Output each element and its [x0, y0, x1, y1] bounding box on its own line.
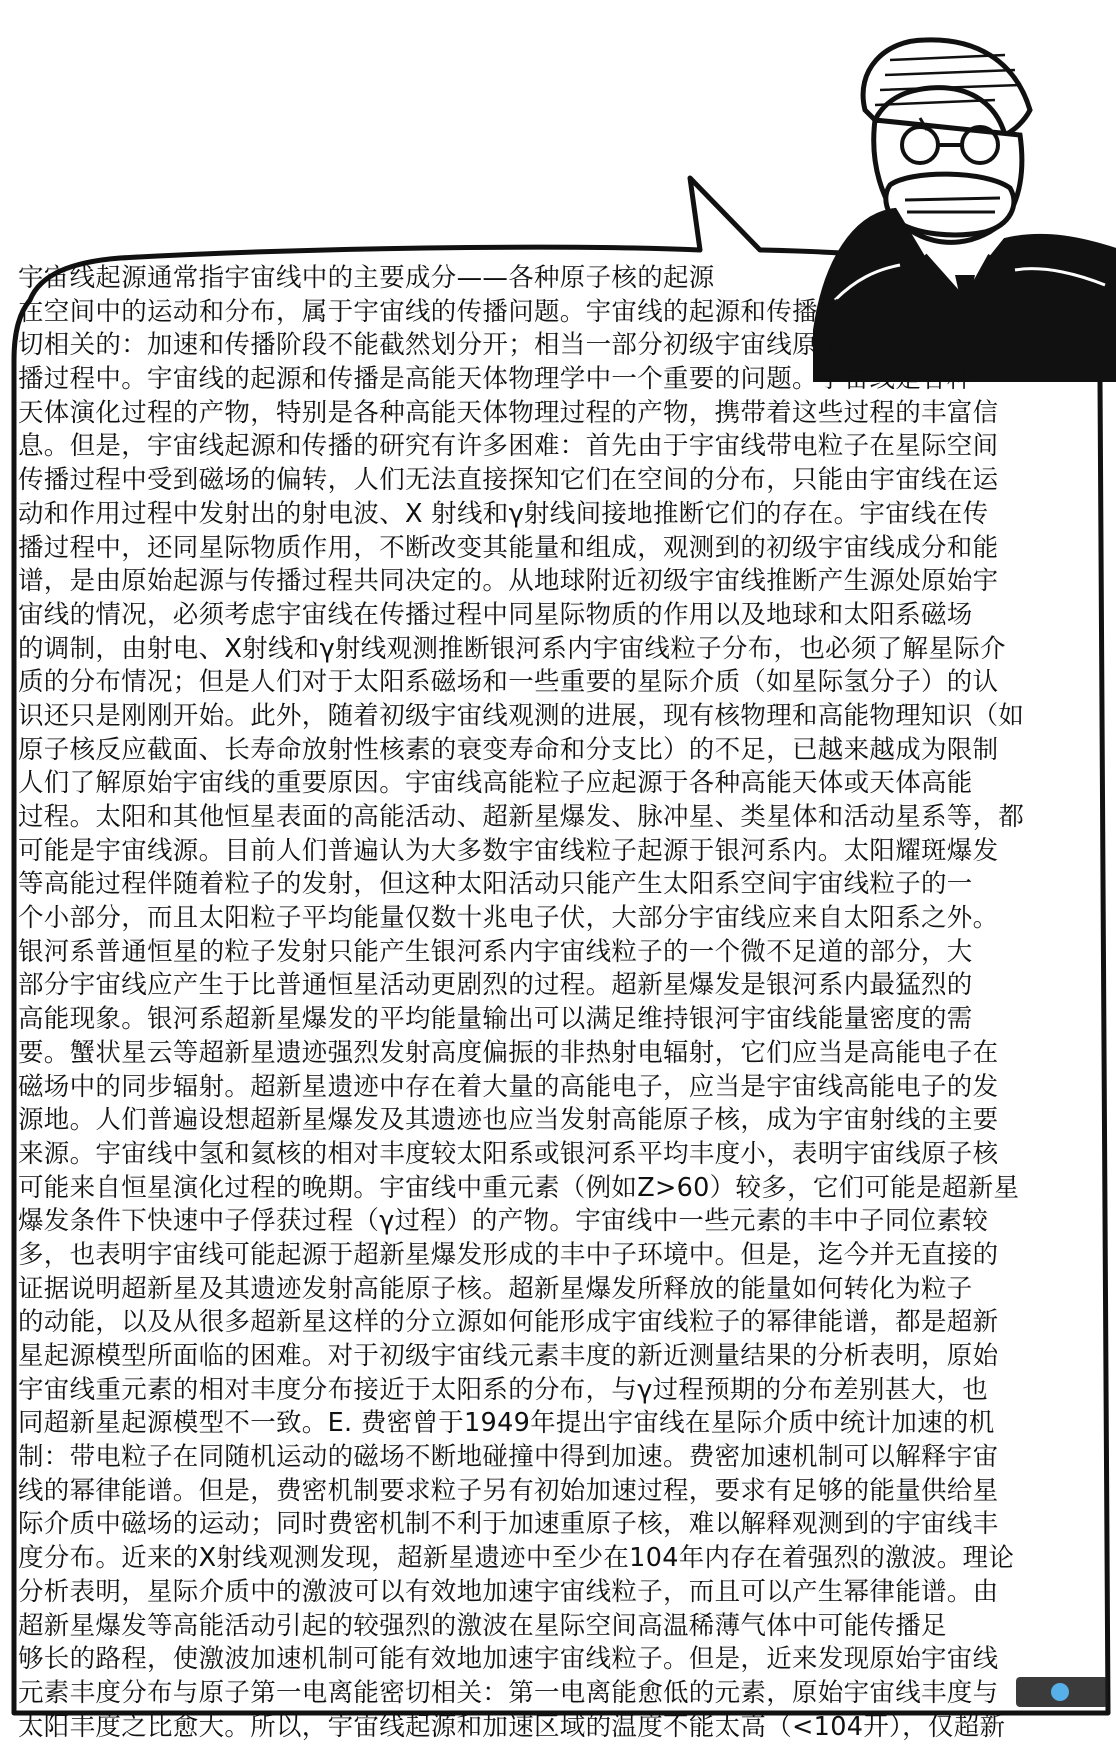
text-line: 传播过程中受到磁场的偏转，人们无法直接探知它们在空间的分布，只能由宇宙线在运 — [18, 465, 999, 496]
text-line: 源地。人们普遍设想超新星爆发及其遗迹也应当发射高能原子核，成为宇宙射线的主要 — [18, 1105, 999, 1136]
text-line: 人们了解原始宇宙线的重要原因。宇宙线高能粒子应起源于各种高能天体或天体高能 — [18, 768, 973, 799]
text-line: 证据说明超新星及其遗迹发射高能原子核。超新星爆发所释放的能量如何转化为粒子 — [18, 1273, 973, 1304]
watermark-badge — [1016, 1677, 1108, 1707]
text-line: 元素丰度分布与原子第一电离能密切相关：第一电离能愈低的元素，原始宇宙线丰度与 — [18, 1677, 999, 1708]
text-line: 切相关的：加速和传播阶段不能截然划分开；相当一部分初级宇宙线原子核是在 — [18, 330, 922, 361]
text-line: 过程。太阳和其他恒星表面的高能活动、超新星爆发、脉冲星、类星体和活动星系等，都 — [18, 802, 1025, 832]
text-line: 要。蟹状星云等超新星遗迹强烈发射高度偏振的非热射电辐射，它们应当是高能电子在 — [18, 1037, 999, 1068]
app-logo-icon — [1051, 1683, 1069, 1701]
text-line: 够长的路程，使激波加速机制可能有效地加速宇宙线粒子。但是，近来发现原始宇宙线 — [18, 1644, 999, 1675]
text-line: 等高能过程伴随着粒子的发射，但这种太阳活动只能产生太阳系空间宇宙线粒子的一 — [18, 869, 973, 900]
text-line: 制：带电粒子在同随机运动的磁场不断地碰撞中得到加速。费密加速机制可以解释宇宙 — [18, 1442, 999, 1473]
text-line: 谱，是由原始起源与传播过程共同决定的。从地球附近初级宇宙线推断产生源处原始宇 — [18, 566, 999, 597]
text-line: 部分宇宙线应产生于比普通恒星活动更剧烈的过程。超新星爆发是银河系内最猛烈的 — [18, 970, 973, 1001]
text-line: 际介质中磁场的运动；同时费密机制不利于加速重原子核，难以解释观测到的宇宙线丰 — [18, 1509, 999, 1540]
text-line: 播过程中，还同星际物质作用，不断改变其能量和组成，观测到的初级宇宙线成分和能 — [18, 532, 999, 563]
text-line: 宇宙线起源通常指宇宙线中的主要成分——各种原子核的起源 — [18, 263, 715, 293]
text-line: 爆发条件下快速中子俘获过程（γ过程）的产物。宇宙线中一些元素的丰中子同位素较 — [18, 1206, 988, 1237]
text-line: 在空间中的运动和分布，属于宇宙线的传播问题。宇宙线的起源和传播是 — [18, 296, 844, 327]
body-text — [18, 262, 1108, 1742]
text-line: 高能现象。银河系超新星爆发的平均能量输出可以满足维持银河宇宙线能量密度的需 — [18, 1004, 973, 1035]
text-line: 超新星爆发等高能活动引起的较强烈的激波在星际空间高温稀薄气体中可能传播足 — [18, 1610, 947, 1641]
text-line: 分析表明，星际介质中的激波可以有效地加速宇宙线粒子，而且可以产生幂律能谱。由 — [18, 1576, 999, 1607]
text-line: 可能来自恒星演化过程的晚期。宇宙线中重元素（例如Z>60）较多，它们可能是超新星 — [18, 1172, 1020, 1203]
text-line: 息。但是，宇宙线起源和传播的研究有许多困难：首先由于宇宙线带电粒子在星际空间 — [18, 431, 999, 462]
text-line: 星起源模型所面临的困难。对于初级宇宙线元素丰度的新近测量结果的分析表明，原始 — [18, 1341, 999, 1371]
text-line: 同超新星起源模型不一致。E. 费密曾于1949年提出宇宙线在星际介质中统计加速的机 — [18, 1408, 995, 1439]
text-line: 宙线的情况，必须考虑宇宙线在传播过程中同星际物质的作用以及地球和太阳系磁场 — [18, 599, 973, 630]
text-line: 太阳丰度之比愈大。所以，宇宙线起源和加速区域的温度不能太高（<104开），仅超新 — [18, 1711, 1006, 1742]
text-line: 磁场中的同步辐射。超新星遗迹中存在着大量的高能电子，应当是宇宙线高能电子的发 — [18, 1071, 999, 1102]
text-line: 原子核反应截面、长寿命放射性核素的衰变寿命和分支比）的不足，已越来越成为限制 — [18, 734, 999, 765]
text-line: 天体演化过程的产物，特别是各种高能天体物理过程的产物，携带着这些过程的丰富信 — [18, 397, 999, 428]
text-line: 来源。宇宙线中氢和氦核的相对丰度较太阳系或银河系平均丰度小，表明宇宙线原子核 — [18, 1138, 999, 1169]
text-line: 可能是宇宙线源。目前人们普遍认为大多数宇宙线粒子起源于银河系内。太阳耀斑爆发 — [18, 835, 999, 866]
text-line: 多，也表明宇宙线可能起源于超新星爆发形成的丰中子环境中。但是，迄今并无直接的 — [18, 1239, 999, 1270]
text-line: 识还只是刚刚开始。此外，随着初级宇宙线观测的进展，现有核物理和高能物理知识（如 — [18, 700, 1025, 731]
text-line: 质的分布情况；但是人们对于太阳系磁场和一些重要的星际介质（如星际氢分子）的认 — [18, 667, 999, 698]
text-line: 的调制，由射电、X射线和γ射线观测推断银河系内宇宙线粒子分布，也必须了解星际介 — [18, 633, 1006, 664]
text-line: 个小部分，而且太阳粒子平均能量仅数十兆电子伏，大部分宇宙线应来自太阳系之外。 — [18, 903, 999, 934]
text-line: 宇宙线重元素的相对丰度分布接近于太阳系的分布，与γ过程预期的分布差别甚大，也 — [18, 1374, 988, 1405]
text-line: 线的幂律能谱。但是，费密机制要求粒子另有初始加速过程，要求有足够的能量供给星 — [18, 1475, 999, 1506]
text-line: 动和作用过程中发射出的射电波、X 射线和γ射线间接地推断它们的存在。宇宙线在传 — [18, 498, 989, 529]
text-line: 度分布。近来的X射线观测发现，超新星遗迹中至少在104年内存在着强烈的激波。理论 — [18, 1543, 1015, 1574]
text-line: 银河系普通恒星的粒子发射只能产生银河系内宇宙线粒子的一个微不足道的部分，大 — [18, 936, 973, 967]
text-line: 播过程中。宇宙线的起源和传播是高能天体物理学中一个重要的问题。宇宙线是各种 — [18, 364, 973, 395]
text-line: 的动能，以及从很多超新星这样的分立源如何能形成宇宙线粒子的幂律能谱，都是超新 — [18, 1307, 999, 1338]
